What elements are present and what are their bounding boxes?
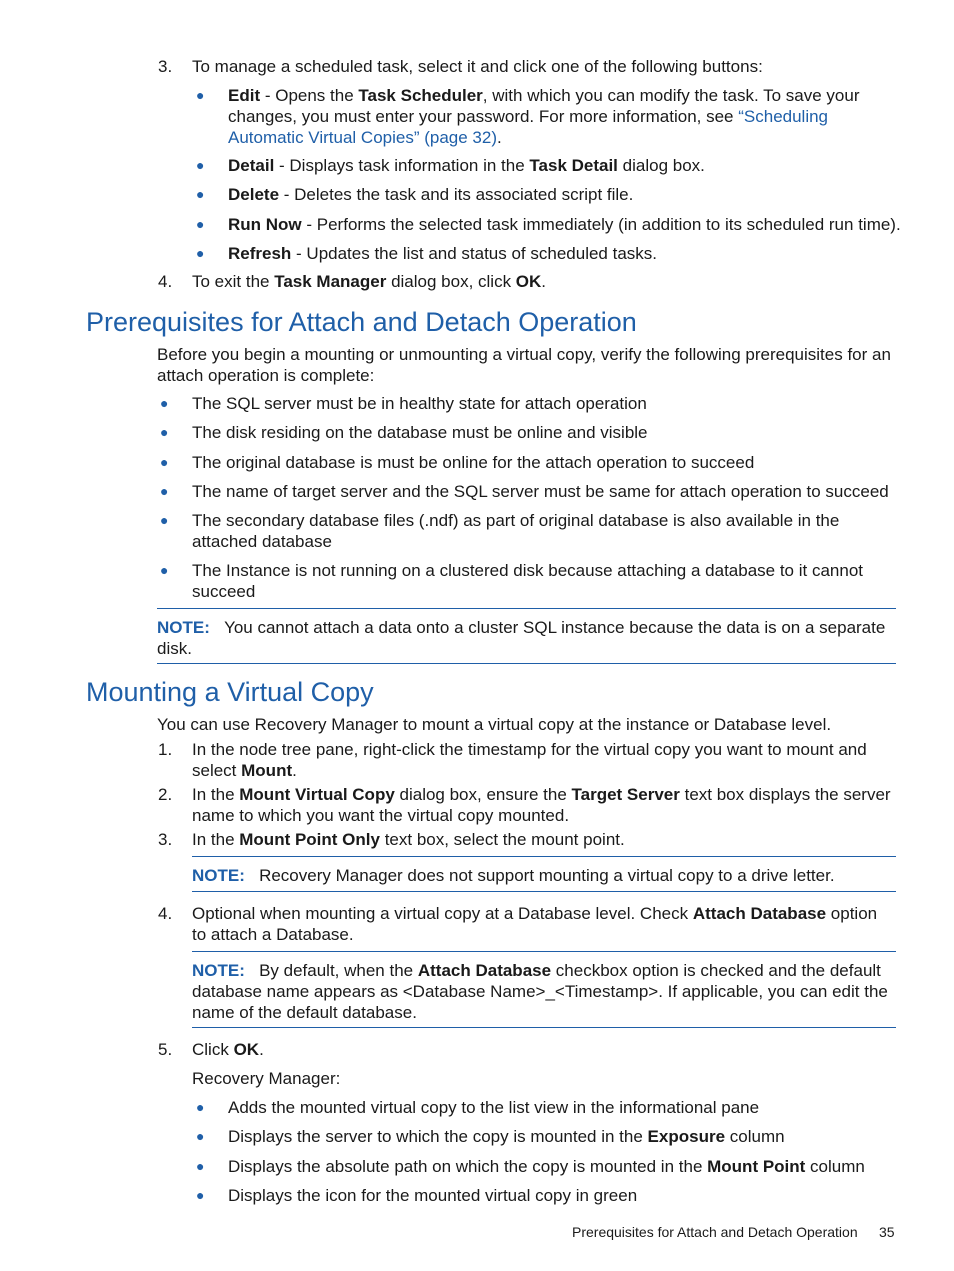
bullet-icon: ● — [160, 512, 169, 528]
bullet-icon: ● — [196, 245, 205, 261]
bullet-icon: ● — [160, 454, 169, 470]
footer-title: Prerequisites for Attach and Detach Operation — [572, 1224, 858, 1240]
mount-step-5: Click OK. — [192, 1040, 264, 1059]
step-number: 1. — [158, 740, 173, 759]
mount-step-1: In the node tree pane, right-click the timestamp for the virtual copy you want to mount and select Mount. — [192, 740, 867, 780]
prereq-intro: Before you begin a mounting or unmounting a virtual copy, verify the following prerequisites for an attach operation is complete: — [157, 345, 891, 385]
bullet-icon: ● — [160, 562, 169, 578]
bullet-icon: ● — [160, 395, 169, 411]
section-heading-mounting: Mounting a Virtual Copy — [86, 677, 374, 707]
note-label: NOTE: — [157, 618, 210, 637]
note-rule-top — [157, 608, 896, 609]
bullet-icon: ● — [160, 424, 169, 440]
note-rule-bottom — [192, 891, 896, 892]
result-item: Displays the icon for the mounted virtual copy in green — [228, 1186, 638, 1205]
prereq-bullet: The secondary database files (.ndf) as part of original database is also available in the attached database — [192, 511, 840, 551]
step-4-text: To exit the Task Manager dialog box, click OK. — [192, 272, 547, 291]
prereq-bullet: The disk residing on the database must be online and visible — [192, 423, 648, 442]
mount-step-2: In the Mount Virtual Copy dialog box, ensure the Target Server text box displays the server name to which you want the virtual copy mounted. — [192, 785, 891, 825]
edit-item: Edit - Opens the Task Scheduler, with which you can modify the task. To save your changes, you must enter your password. For more information, see “Scheduling Automatic Virtual Copies” (page 32). — [228, 86, 860, 147]
result-item: Adds the mounted virtual copy to the list view in the informational pane — [228, 1098, 760, 1117]
note-label: NOTE: — [192, 866, 245, 885]
result-item: Displays the absolute path on which the copy is mounted in the Mount Point column — [228, 1157, 865, 1176]
note-rule-bottom — [157, 663, 896, 664]
result-item: Displays the server to which the copy is mounted in the Exposure column — [228, 1127, 785, 1146]
section-heading-prerequisites: Prerequisites for Attach and Detach Operation — [86, 307, 637, 337]
step-number: 4. — [158, 272, 173, 291]
step-number: 4. — [158, 904, 173, 923]
note-rule-top — [192, 856, 896, 857]
bullet-icon: ● — [196, 87, 205, 103]
note-rule-top — [192, 951, 896, 952]
note-rule-bottom — [192, 1027, 896, 1028]
scheduling-link[interactable]: “Scheduling Automatic Virtual Copies” (page 32) — [228, 107, 829, 147]
refresh-item: Refresh - Updates the list and status of scheduled tasks. — [228, 244, 658, 263]
prereq-bullet: The SQL server must be in healthy state for attach operation — [192, 394, 647, 413]
page-number: 35 — [879, 1224, 895, 1240]
mount-note-1: NOTE: Recovery Manager does not support mounting a virtual copy to a drive letter. — [192, 866, 835, 885]
bullet-icon: ● — [196, 1128, 205, 1144]
recovery-manager-label: Recovery Manager: — [192, 1069, 341, 1088]
step-number: 3. — [158, 830, 173, 849]
prereq-bullet: The original database is must be online for the attach operation to succeed — [192, 453, 755, 472]
bullet-icon: ● — [196, 1158, 205, 1174]
bullet-icon: ● — [196, 216, 205, 232]
prereq-bullet: The name of target server and the SQL server must be same for attach operation to succeed — [192, 482, 889, 501]
detail-item: Detail - Displays task information in the Task Detail dialog box. — [228, 156, 705, 175]
prereq-bullet: The Instance is not running on a clustered disk because attaching a database to it cannot succeed — [192, 561, 863, 601]
bullet-icon: ● — [196, 1187, 205, 1203]
note-label: NOTE: — [192, 961, 245, 980]
step-number: 3. — [158, 57, 173, 76]
bullet-icon: ● — [196, 1099, 205, 1115]
mount-intro: You can use Recovery Manager to mount a virtual copy at the instance or Database level. — [157, 715, 832, 734]
delete-item: Delete - Deletes the task and its associated script file. — [228, 185, 634, 204]
mount-step-4: Optional when mounting a virtual copy at a Database level. Check Attach Database option to attach a Database. — [192, 904, 878, 944]
bullet-icon: ● — [196, 157, 205, 173]
step-number: 2. — [158, 785, 173, 804]
step-number: 5. — [158, 1040, 173, 1059]
step-3-text: To manage a scheduled task, select it and click one of the following buttons: — [192, 57, 763, 76]
prereq-note: NOTE: You cannot attach a data onto a cluster SQL instance because the data is on a separate disk. — [157, 618, 886, 658]
mount-note-2: NOTE: By default, when the Attach Database checkbox option is checked and the default database name appears as <Database Name>_<Timestamp>. If applicable, you can edit the name of the default database. — [192, 961, 888, 1022]
run-now-item: Run Now - Performs the selected task immediately (in addition to its scheduled run time). — [228, 215, 901, 234]
bullet-icon: ● — [160, 483, 169, 499]
bullet-icon: ● — [196, 186, 205, 202]
mount-step-3: In the Mount Point Only text box, select the mount point. — [192, 830, 625, 849]
